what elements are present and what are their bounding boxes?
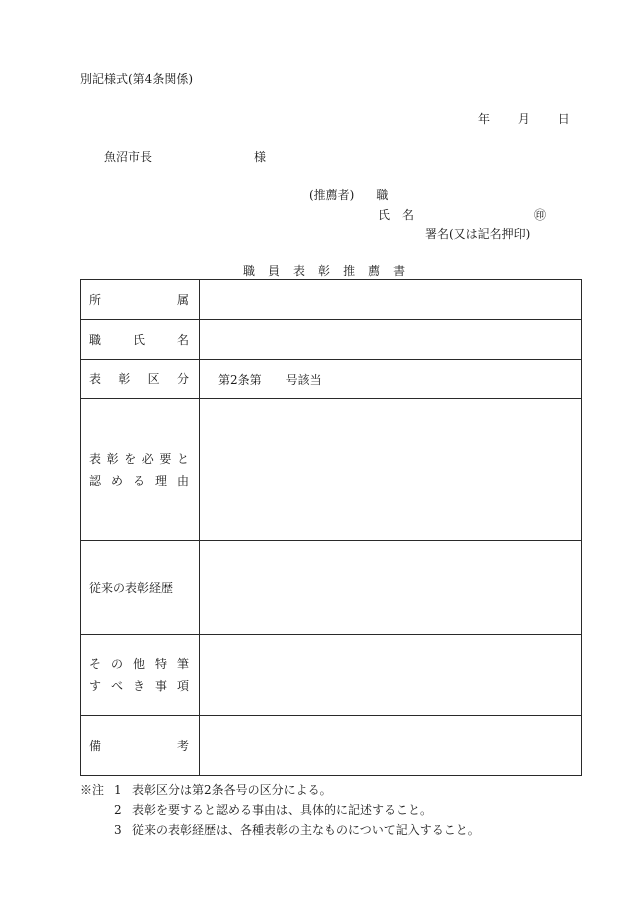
title-char: 員 — [268, 264, 281, 278]
note-text: 表彰区分は第2条各号の区分による。 — [132, 783, 332, 797]
table-row — [81, 716, 582, 776]
document-title — [243, 262, 405, 279]
past-awards-label: 従来の表彰経歴 — [81, 541, 200, 635]
name-label-char: 名 — [402, 208, 415, 222]
affiliation-field[interactable] — [200, 280, 582, 320]
note-number: 1 — [114, 783, 122, 797]
note-item — [80, 780, 480, 800]
date-row — [478, 110, 570, 127]
note-number: 2 — [114, 803, 122, 817]
reason-label: 表 彰 を 必 要 と 認 め る 理 由 — [81, 399, 200, 541]
addressee — [104, 148, 266, 165]
title-char: 表 — [293, 264, 306, 278]
other-notes-field[interactable] — [200, 635, 582, 716]
affiliation-label: 所 属 — [81, 280, 200, 320]
date-year-label: 年 — [478, 112, 491, 126]
table-row — [81, 541, 582, 635]
note-text: 従来の表彰経歴は、各種表彰の主なものについて記入すること。 — [132, 823, 480, 837]
reason-field[interactable] — [200, 399, 582, 541]
other-notes-label: そ の 他 特 筆 す べ き 事 項 — [81, 635, 200, 716]
title-char: 書 — [393, 264, 406, 278]
table-row — [81, 635, 582, 716]
remarks-field[interactable] — [200, 716, 582, 776]
position-name-label: 職 氏 名 — [81, 320, 200, 360]
note-text: 表彰を要すると認める事由は、具体的に記述すること。 — [132, 803, 433, 817]
table-row — [81, 360, 582, 399]
position-name-field[interactable] — [200, 320, 582, 360]
honorific: 様 — [254, 150, 267, 164]
table-row — [81, 280, 582, 320]
form-title: 別記様式(第4条関係) — [80, 72, 193, 86]
date-day-label: 日 — [557, 112, 570, 126]
notes — [80, 780, 480, 840]
date-month-label: 月 — [517, 112, 530, 126]
title-char: 推 — [343, 264, 356, 278]
signature-note: 署名(又は記名押印) — [425, 227, 531, 241]
past-awards-field[interactable] — [200, 541, 582, 635]
remarks-label: 備 考 — [81, 716, 200, 776]
recommendation-table — [80, 279, 582, 776]
title-char: 職 — [243, 264, 256, 278]
position-label: 職 — [376, 188, 389, 202]
title-char: 薦 — [368, 264, 381, 278]
recommender-block — [309, 186, 388, 203]
note-item — [80, 800, 480, 820]
recommender-label: (推薦者) — [309, 188, 355, 202]
table-row — [81, 320, 582, 360]
addressee-name: 魚沼市長 — [104, 150, 153, 164]
note-item — [80, 820, 480, 840]
seal-icon: ㊞ — [534, 208, 547, 222]
notes-prefix: ※注 — [80, 783, 105, 797]
note-number: 3 — [114, 823, 122, 837]
award-category-label: 表 彰 区 分 — [81, 360, 200, 399]
title-char: 彰 — [318, 264, 331, 278]
name-label — [378, 206, 414, 223]
name-label-char: 氏 — [378, 208, 391, 222]
table-row — [81, 399, 582, 541]
award-category-field[interactable]: 第2条第 号該当 — [200, 360, 582, 399]
